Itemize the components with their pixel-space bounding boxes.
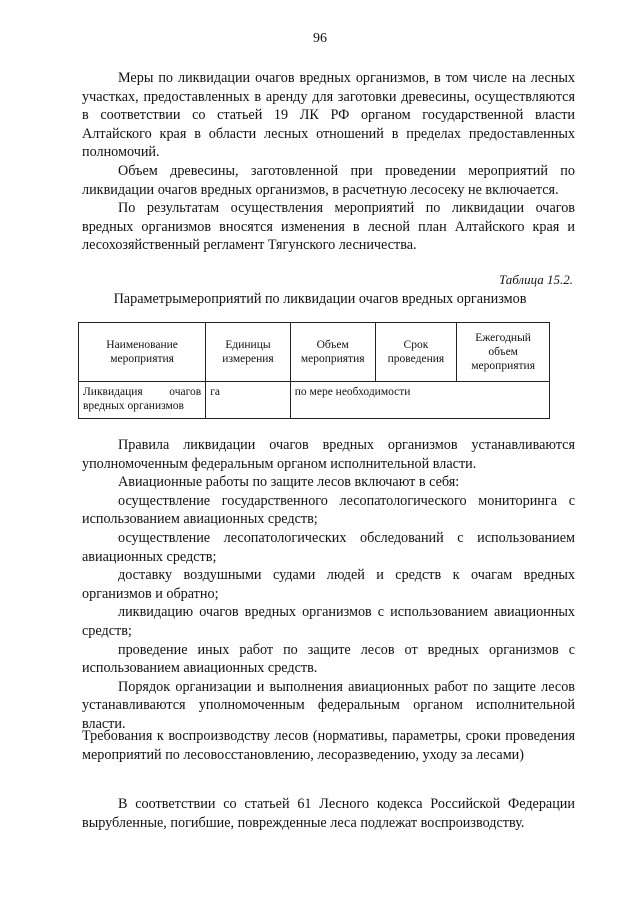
table-cell: по мере необходимости (290, 382, 549, 419)
section-heading: Требования к воспроизводству лесов (нормативы, параметры, сроки проведения мероприятий по лесовосстановлению, лесоразведению, уходу за лесами) (82, 728, 575, 763)
table-caption: Таблица 15.2. (498, 272, 573, 287)
section-reproduction (82, 795, 575, 832)
paragraph: В соответствии со статьей 61 Лесного кодекса Российской Федерации вырубленные, погибшие, поврежденные леса подлежат воспроизводству. (82, 796, 575, 831)
page-number: 96 (313, 31, 327, 46)
column-header: Наименование мероприятия (79, 323, 206, 382)
list-item: осуществление государственного лесопатологического мониторинга с использованием авиационных средств; (82, 492, 575, 528)
table-title: Параметрымероприятий по ликвидации очагов вредных организмов (113, 291, 527, 307)
list-item: осуществление лесопатологических обследований с использованием авиационных средств; (82, 529, 575, 565)
list-item: доставку воздушными судами людей и средств к очагам вредных организмов и обратно; (82, 567, 575, 602)
table-header-row (79, 323, 550, 382)
column-header: Срок проведения (375, 323, 457, 382)
table-row (79, 382, 550, 419)
paragraph: Меры по ликвидации очагов вредных организмов, в том числе на лесных участках, предоставленных в аренду для заготовки древесины, осуществляются в соответствии со статьей 19 ЛК РФ органом государственной власти Алтайского края в области лесных отношений в пределах предоставленных полномочий. (82, 70, 575, 161)
list-item: проведение иных работ по защите лесов от вредных организмов с использованием авиационных средств. (82, 641, 575, 677)
table-cell: га (206, 382, 291, 419)
column-header: Единицы измерения (206, 323, 291, 382)
section-forest-pest-measures (82, 69, 575, 255)
paragraph: Правила ликвидации очагов вредных организмов устанавливаются уполномоченным федеральным органом исполнительной власти. (82, 437, 575, 472)
paragraph: Авиационные работы по защите лесов включают в себя: (118, 474, 460, 491)
list-item: ликвидацию очагов вредных организмов с использованием авиационных средств; (82, 604, 575, 639)
paragraph: Порядок организации и выполнения авиационных работ по защите лесов устанавливаются уполномоченным федеральным органом исполнительной власти. (82, 678, 575, 732)
column-header: Ежегодный объем мероприятия (457, 323, 550, 382)
paragraph: Объем древесины, заготовленной при проведении мероприятий по ликвидации очагов вредных организмов, в расчетную лесосеку не включается. (82, 162, 575, 198)
parameters-table (78, 322, 550, 419)
column-header: Объем мероприятия (290, 323, 375, 382)
section-aviation-works (82, 436, 575, 734)
section-reproduction-heading (82, 727, 575, 764)
paragraph: По результатам осуществления мероприятий по ликвидации очагов вредных организмов вносятся изменения в лесной план Алтайского края и лесохозяйственный регламент Тягунского лесничества. (82, 200, 575, 254)
table-cell: Ликвидация очагов вредных организмов (79, 382, 206, 419)
